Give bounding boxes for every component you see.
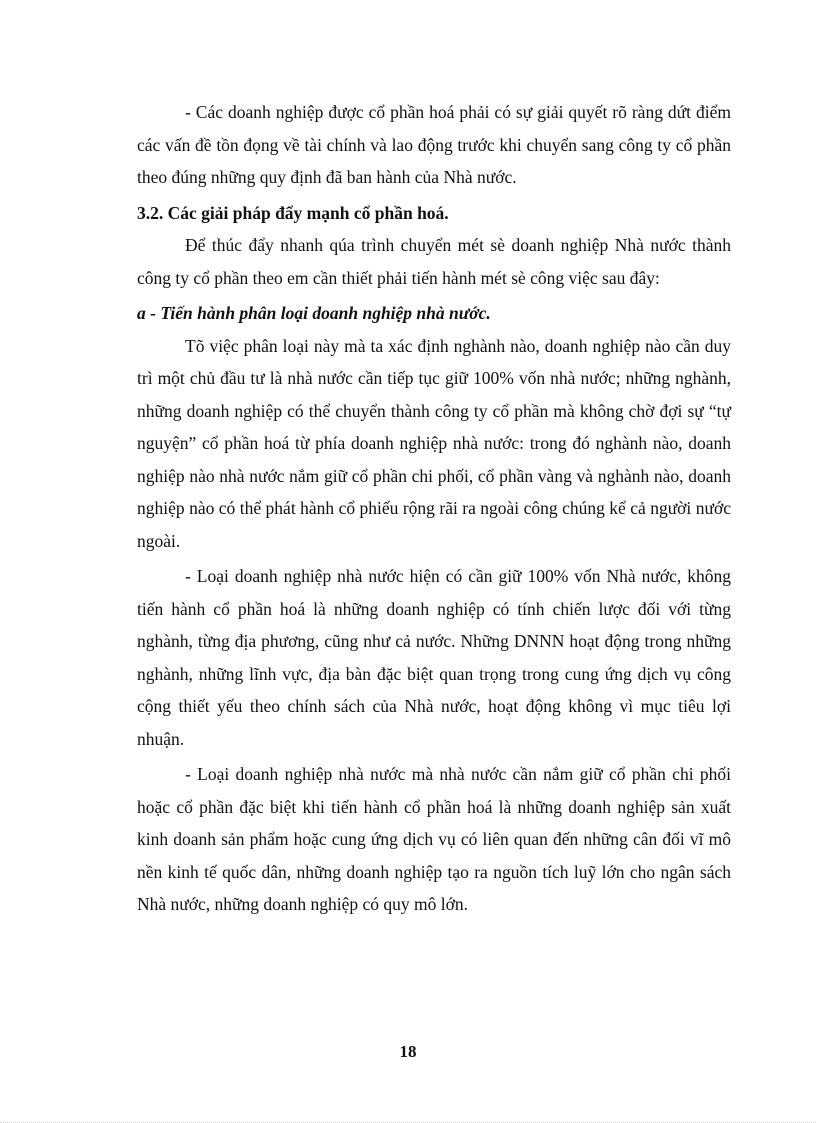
- paragraph-equitization-conditions: - Các doanh nghiệp được cổ phần hoá phải có sự giải quyết rõ ràng dứt điểm các vấn đề tồn đọng về tài chính và lao động trước khi chuyển sang công ty cổ phần theo đúng những quy định đã ban hành của Nhà nước.: [137, 102, 731, 187]
- paragraph-classification: Tõ việc phân loại này mà ta xác định nghành nào, doanh nghiệp nào cần duy trì một chủ đầu tư là nhà nước cần tiếp tục giữ 100% vốn nhà nước; những nghành, những doanh nghiệp có thể chuyển thành công ty cổ phần mà không chờ đợi sự “tự nguyện” cổ phần hoá từ phía doanh nghiệp nhà nước: trong đó nghành nào, doanh nghiệp nào nhà nước nắm giữ cổ phần chi phối, cổ phần vàng và nghành nào, doanh nghiệp nào có thể phát hành cổ phiếu rộng rãi ra ngoài công chúng kể cả người nước ngoài.: [137, 335, 731, 551]
- section-heading-3-2: 3.2. Các giải pháp đẩy mạnh cổ phần hoá.: [137, 202, 449, 223]
- paragraph-controlling-shares: - Loại doanh nghiệp nhà nước mà nhà nước cần nắm giữ cổ phần chi phối hoặc cổ phần đặc biệt khi tiến hành cổ phần hoá là những doanh nghiệp sản xuất kinh doanh sản phẩm hoặc cung ứng dịch vụ có liên quan đến những cân đối vĩ mô nền kinh tế quốc dân, những doanh nghiệp tạo ra nguồn tích luỹ lớn cho ngân sách Nhà nước, những doanh nghiệp có quy mô lớn.: [137, 764, 731, 914]
- page-number: 18: [399, 1042, 417, 1061]
- subsection-heading-a: a - Tiến hành phân loại doanh nghiệp nhà nước.: [137, 303, 491, 323]
- paragraph-full-state-ownership: - Loại doanh nghiệp nhà nước hiện có cần giữ 100% vốn Nhà nước, không tiến hành cổ phần hoá là những doanh nghiệp có tính chiến lược đối với từng nghành, từng địa phương, cũng như cả nước. Những DNNN hoạt động trong những nghành, những lĩnh vực, địa bàn đặc biệt quan trọng trong cung ứng dịch vụ công cộng thiết yếu theo chính sách của Nhà nước, hoạt động không vì mục tiêu lợi nhuận.: [137, 566, 731, 749]
- page-content: [137, 96, 731, 924]
- paragraph-intro: Để thúc đẩy nhanh qúa trình chuyển mét sè doanh nghiệp Nhà nước thành công ty cổ phần theo em cần thiết phải tiến hành mét sè công việc sau đây:: [137, 235, 731, 288]
